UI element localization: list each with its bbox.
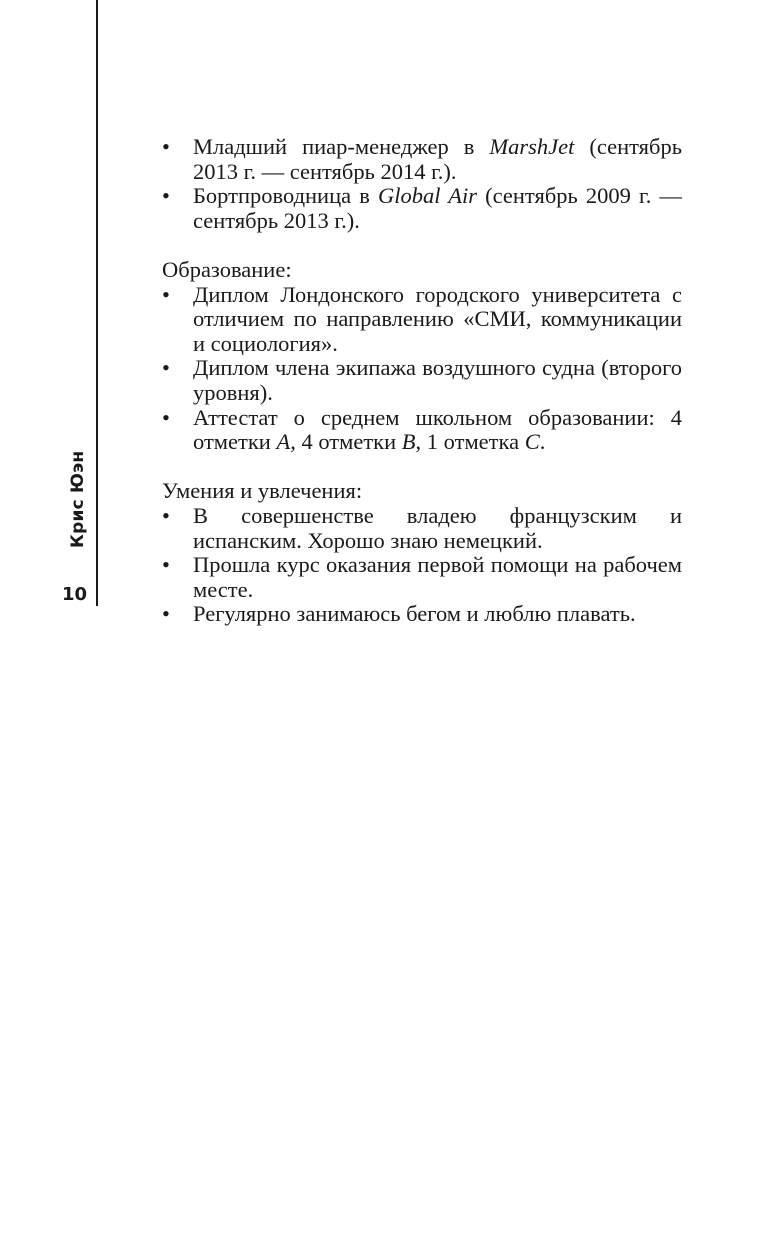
section-heading: Образование: bbox=[162, 256, 292, 282]
bullet-icon: • bbox=[162, 404, 170, 430]
item-text: Аттестат о среднем школьном образовании: 4 отметки bbox=[193, 404, 682, 455]
item-text: (сентябрь 2013 г. — сентябрь 2014 г.). bbox=[193, 134, 682, 184]
item-text: (сентябрь 2009 г. — сентябрь 2013 г.). bbox=[193, 183, 682, 233]
grade-letter: B bbox=[401, 429, 416, 455]
company-name: MarshJet bbox=[489, 134, 575, 159]
bullet-icon: • bbox=[162, 601, 170, 627]
bullet-icon: • bbox=[162, 355, 170, 381]
item-text: , 4 отметки bbox=[290, 429, 402, 455]
bullet-icon: • bbox=[162, 502, 170, 528]
item-text: Диплом члена экипажа воздушного судна (второго уровня). bbox=[193, 355, 682, 405]
list-item bbox=[162, 406, 682, 455]
section-education bbox=[162, 258, 682, 455]
education-list bbox=[162, 283, 682, 455]
page-body bbox=[162, 135, 682, 651]
item-text: , 1 отметка bbox=[415, 429, 525, 455]
item-text: Бортпроводница в bbox=[193, 183, 379, 209]
running-head-author: Крис Юэн bbox=[68, 450, 88, 548]
page-number: 10 bbox=[62, 584, 88, 605]
item-text: В совершенстве владею французским и испанским. Хорошо знаю немецкий. bbox=[193, 502, 682, 553]
list-item bbox=[162, 283, 682, 357]
margin-rule bbox=[96, 0, 98, 606]
item-text: Прошла курс оказания первой помощи на рабочем месте. bbox=[193, 552, 682, 602]
section-heading: Умения и увлечения: bbox=[162, 478, 363, 504]
list-item bbox=[162, 602, 682, 627]
experience-list bbox=[162, 135, 682, 233]
list-item bbox=[162, 184, 682, 233]
bullet-icon: • bbox=[162, 134, 170, 159]
company-name: Global Air bbox=[378, 183, 478, 209]
running-head bbox=[62, 448, 90, 605]
grade-letter: A bbox=[276, 429, 291, 455]
item-text: . bbox=[539, 429, 546, 455]
bullet-icon: • bbox=[162, 183, 170, 209]
item-text: Регулярно занимаюсь бегом и люблю плавать. bbox=[193, 601, 636, 627]
item-text: Младший пиар-менеджер в bbox=[193, 134, 490, 159]
bullet-icon: • bbox=[162, 281, 170, 307]
list-item bbox=[162, 553, 682, 602]
section-skills bbox=[162, 479, 682, 627]
skills-list bbox=[162, 504, 682, 627]
item-text: Диплом Лондонского городского университета с отличием по направлению «СМИ, коммуникации и социология». bbox=[193, 281, 682, 356]
list-item bbox=[162, 356, 682, 405]
bullet-icon: • bbox=[162, 552, 170, 578]
list-item bbox=[162, 135, 682, 184]
list-item bbox=[162, 504, 682, 553]
grade-letter: C bbox=[524, 429, 540, 455]
section-experience bbox=[162, 135, 682, 233]
